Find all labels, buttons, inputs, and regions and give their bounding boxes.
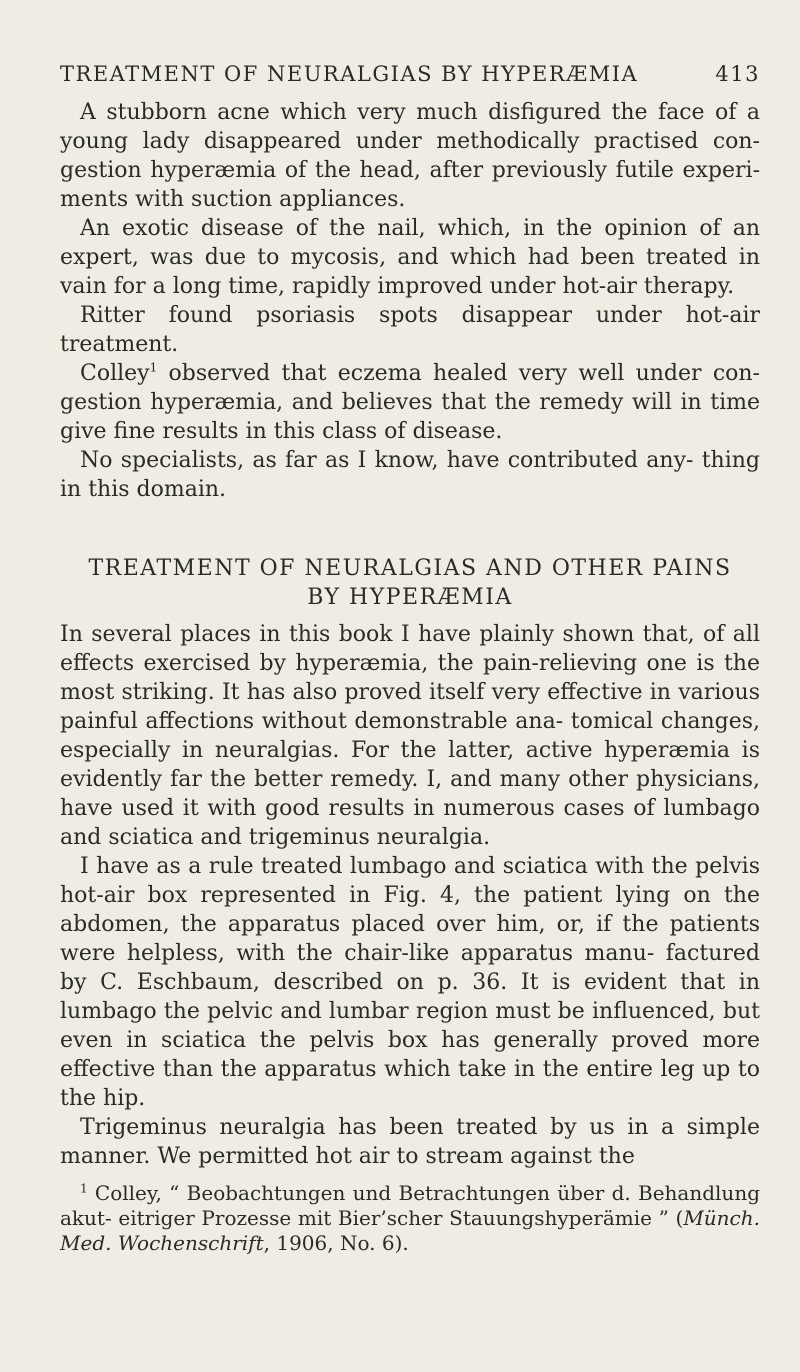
paragraph-specialists: No specialists, as far as I know, have contributed any- thing in this domain.: [60, 448, 760, 502]
paragraph-acne: A stubborn acne which very much disfigured the face of a young lady disappeared under methodically practised con- gestion hyperæmia of the head, after previously futile experi- ments with suction appliances.: [60, 100, 760, 212]
footnote-reference[interactable]: 1: [149, 360, 158, 375]
footnote-journal: Münch. Med. Wochenschrift: [60, 1206, 760, 1255]
section-heading: TREATMENT OF NEURALGIAS AND OTHER PAINS BY HYPERÆMIA: [88, 556, 732, 610]
colley-text: observed that eczema healed very well under con- gestion hyperæmia, and believes that the remedy will in time give fine results in this class of disease.: [60, 361, 760, 444]
paragraph-colley: [60, 359, 760, 446]
page-number: 413: [715, 62, 760, 86]
paragraph-psoriasis: Ritter found psoriasis spots disappear under hot-air treatment.: [60, 303, 760, 357]
footnote-text: Colley, “ Beobachtungen und Betrachtungen über d. Behandlung akut- eitriger Prozesse mit Bier’scher Stauungshyperämie ” (: [60, 1181, 760, 1230]
paragraph-nail-disease: An exotic disease of the nail, which, in the opinion of an expert, was due to mycosis, and which had been treated in vain for a long time, rapidly improved under hot-air therapy.: [60, 216, 760, 299]
running-head-title: TREATMENT OF NEURALGIAS BY HYPERÆMIA: [60, 62, 639, 86]
book-page: [60, 60, 760, 1256]
paragraph-trigeminus: Trigeminus neuralgia has been treated by us in a simple manner. We permitted hot air to stream against the: [60, 1115, 760, 1169]
footnote: [60, 1181, 760, 1256]
paragraph-neuralgias-intro: In several places in this book I have plainly shown that, of all effects exercised by hyperæmia, the pain-relieving one is the most striking. It has also proved itself very effective in various painful affections without demonstrable ana- tomical changes, especially in neuralgias. For the latter, active hyperæmia is evidently far the better remedy. I, and many other physicians, have used it with good results in numerous cases of lumbago and sciatica and trigeminus neuralgia.: [60, 622, 760, 850]
paragraph-lumbago-sciatica: I have as a rule treated lumbago and sciatica with the pelvis hot-air box represented in Fig. 4, the patient lying on the abdomen, the apparatus placed over him, or, if the patients were helpless, with the chair-like apparatus manu- factured by C. Eschbaum, described on p. 36. It is evident that in lumbago the pelvic and lumbar region must be influenced, but even in sciatica the pelvis box has generally proved more effective than the apparatus which take in the entire leg up to the hip.: [60, 854, 760, 1111]
running-head: [60, 60, 760, 88]
colley-name: Colley: [80, 361, 150, 386]
footnote-tail: , 1906, No. 6).: [263, 1231, 409, 1255]
footnote-marker: 1: [80, 1181, 88, 1196]
